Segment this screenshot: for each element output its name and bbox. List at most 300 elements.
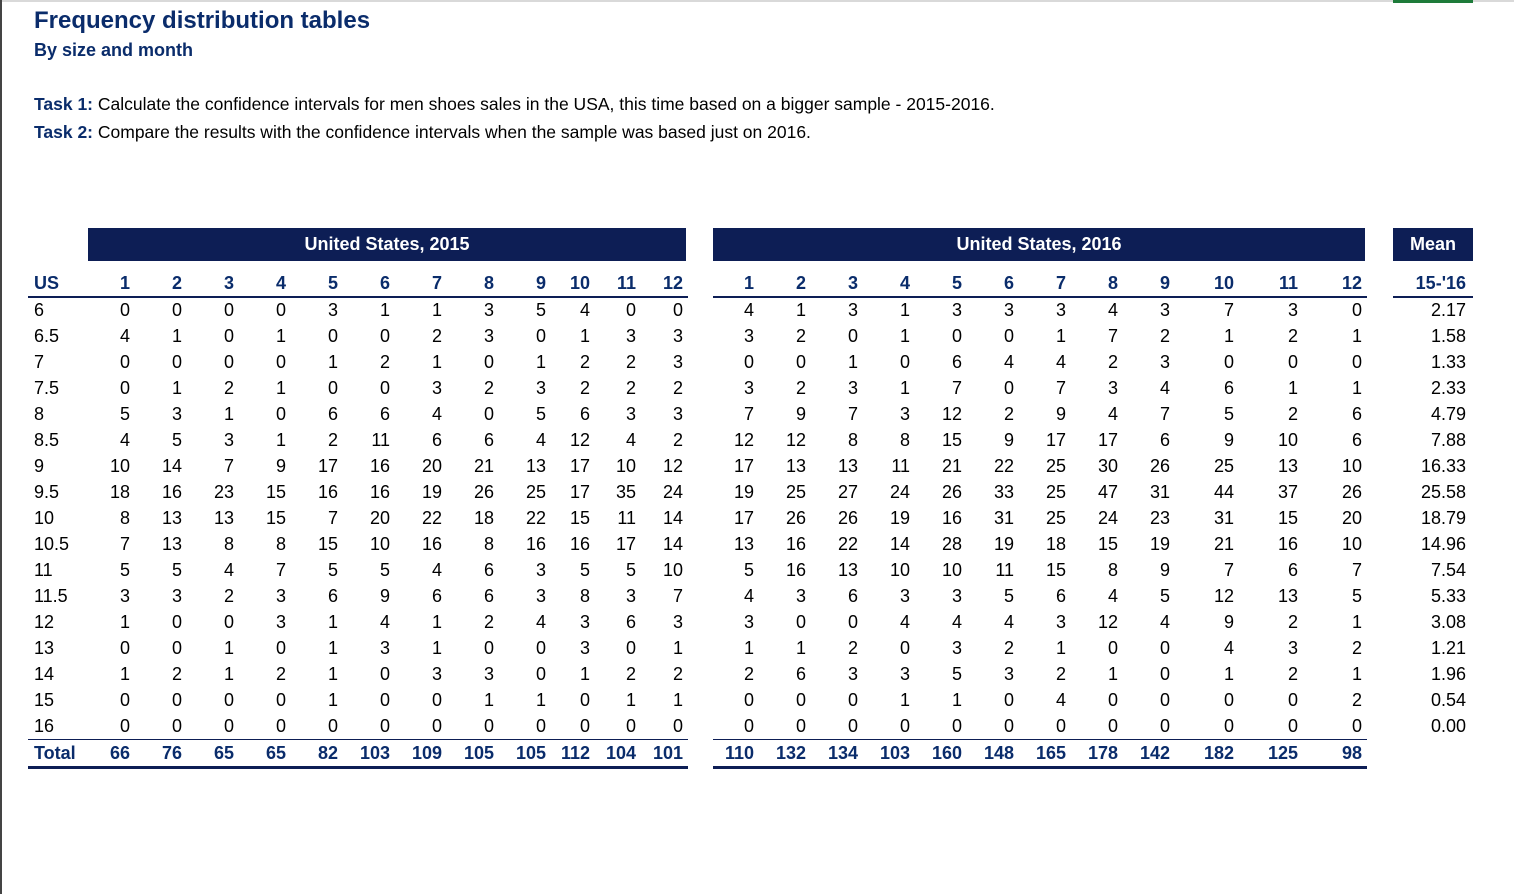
cell-2015: 8 bbox=[119, 508, 130, 528]
cell-2016: 8 bbox=[1107, 560, 1118, 580]
cell-2015: 3 bbox=[535, 560, 546, 580]
cell-2015: 4 bbox=[625, 430, 636, 450]
cell-2015: 1 bbox=[223, 404, 234, 424]
cell-2016: 13 bbox=[785, 456, 806, 476]
size-label: 7.5 bbox=[34, 378, 60, 398]
cell-2015: 6 bbox=[431, 586, 442, 606]
cell-2015: 4 bbox=[119, 430, 130, 450]
cell-2016: 10 bbox=[1341, 456, 1362, 476]
cell-2015: 14 bbox=[662, 534, 683, 554]
total-2016: 182 bbox=[1203, 743, 1234, 763]
size-label: 14 bbox=[34, 664, 55, 684]
mean-title: Mean bbox=[1393, 228, 1473, 261]
cell-2015: 15 bbox=[265, 508, 286, 528]
cell-2015: 16 bbox=[317, 482, 338, 502]
cell-2016: 1 bbox=[743, 638, 754, 658]
size-label: 8 bbox=[34, 404, 45, 424]
size-label: 15 bbox=[34, 690, 55, 710]
cell-2016: 2 bbox=[1003, 404, 1014, 424]
cell-2015: 7 bbox=[275, 560, 286, 580]
cell-2016: 31 bbox=[993, 508, 1014, 528]
cell-2016: 23 bbox=[1149, 508, 1170, 528]
cell-2016: 3 bbox=[795, 586, 806, 606]
cell-2016: 10 bbox=[1341, 534, 1362, 554]
cell-2015: 22 bbox=[525, 508, 546, 528]
cell-2016: 3 bbox=[743, 378, 754, 398]
total-label: Total bbox=[34, 743, 76, 763]
cell-2015: 2 bbox=[672, 430, 683, 450]
size-label: 10.5 bbox=[34, 534, 70, 554]
table-2015-title: United States, 2015 bbox=[88, 228, 686, 261]
cell-2016: 25 bbox=[1213, 456, 1234, 476]
cell-2015: 0 bbox=[275, 690, 286, 710]
cell-2015: 3 bbox=[119, 586, 130, 606]
cell-2016: 6 bbox=[795, 664, 806, 684]
cell-2016: 0 bbox=[795, 716, 806, 736]
cell-2016: 21 bbox=[941, 456, 962, 476]
cell-2015: 24 bbox=[662, 482, 683, 502]
cell-2016: 22 bbox=[993, 456, 1014, 476]
total-2015: 82 bbox=[317, 743, 338, 763]
cell-2015: 0 bbox=[171, 300, 182, 320]
cell-2016: 19 bbox=[993, 534, 1014, 554]
cell-2015: 15 bbox=[265, 482, 286, 502]
cell-2015: 18 bbox=[473, 508, 494, 528]
cell-2015: 17 bbox=[615, 534, 636, 554]
cell-2015: 9 bbox=[379, 586, 390, 606]
cell-2016: 1 bbox=[899, 326, 910, 346]
cell-2016: 0 bbox=[1287, 352, 1298, 372]
month-header-2016: 2 bbox=[795, 273, 806, 293]
cell-2015: 16 bbox=[161, 482, 182, 502]
total-2015: 66 bbox=[109, 743, 130, 763]
task-2 bbox=[34, 122, 811, 143]
cell-2015: 6 bbox=[579, 404, 590, 424]
cell-2015: 0 bbox=[431, 716, 442, 736]
cell-2016: 3 bbox=[743, 612, 754, 632]
cell-2016: 9 bbox=[795, 404, 806, 424]
cell-2015: 7 bbox=[672, 586, 683, 606]
cell-2016: 3 bbox=[951, 586, 962, 606]
cell-2015: 4 bbox=[579, 300, 590, 320]
cell-2015: 3 bbox=[171, 586, 182, 606]
cell-2016: 31 bbox=[1149, 482, 1170, 502]
cell-2016: 0 bbox=[1003, 716, 1014, 736]
cell-2016: 4 bbox=[1107, 300, 1118, 320]
cell-2015: 0 bbox=[483, 638, 494, 658]
cell-2016: 1 bbox=[1351, 326, 1362, 346]
cell-2016: 0 bbox=[1351, 300, 1362, 320]
cell-2015: 20 bbox=[421, 456, 442, 476]
cell-2016: 24 bbox=[1097, 508, 1118, 528]
month-header-2015: 2 bbox=[171, 273, 182, 293]
cell-2016: 0 bbox=[795, 690, 806, 710]
month-header-2015: 1 bbox=[119, 273, 130, 293]
cell-2015: 14 bbox=[161, 456, 182, 476]
size-label: 11.5 bbox=[34, 586, 68, 606]
cell-2016: 12 bbox=[733, 430, 754, 450]
cell-2015: 3 bbox=[672, 612, 683, 632]
cell-2015: 4 bbox=[379, 612, 390, 632]
cell-2015: 0 bbox=[171, 352, 182, 372]
cell-2016: 4 bbox=[1159, 378, 1170, 398]
cell-2016: 2 bbox=[743, 664, 754, 684]
cell-2016: 9 bbox=[1223, 430, 1234, 450]
task-2-text: Compare the results with the confidence intervals when the sample was based just on 2016. bbox=[93, 122, 811, 142]
cell-2015: 1 bbox=[431, 638, 442, 658]
cell-2016: 0 bbox=[1003, 690, 1014, 710]
cell-2016: 0 bbox=[1107, 716, 1118, 736]
cell-2015: 0 bbox=[223, 300, 234, 320]
total-2016: 132 bbox=[775, 743, 806, 763]
cell-2016: 17 bbox=[1045, 430, 1066, 450]
cell-2016: 4 bbox=[743, 586, 754, 606]
cell-2015: 3 bbox=[579, 612, 590, 632]
size-label: 9 bbox=[34, 456, 45, 476]
cell-2015: 1 bbox=[275, 378, 286, 398]
cell-2016: 7 bbox=[847, 404, 858, 424]
cell-2016: 12 bbox=[785, 430, 806, 450]
cell-2015: 3 bbox=[327, 300, 338, 320]
cell-2016: 0 bbox=[1055, 716, 1066, 736]
cell-2015: 5 bbox=[119, 404, 130, 424]
cell-2015: 1 bbox=[223, 664, 234, 684]
cell-2016: 15 bbox=[1097, 534, 1118, 554]
cell-2015: 13 bbox=[525, 456, 546, 476]
cell-2015: 17 bbox=[569, 482, 590, 502]
cell-2015: 0 bbox=[275, 404, 286, 424]
task-1-label: Task 1: bbox=[34, 94, 94, 114]
cell-2015: 1 bbox=[327, 664, 338, 684]
cell-2015: 3 bbox=[672, 404, 683, 424]
cell-2015: 8 bbox=[223, 534, 234, 554]
cell-2016: 26 bbox=[941, 482, 962, 502]
cell-2016: 4 bbox=[951, 612, 962, 632]
size-label: 9.5 bbox=[34, 482, 60, 502]
cell-2016: 31 bbox=[1213, 508, 1234, 528]
cell-2015: 3 bbox=[625, 326, 636, 346]
total-2016: 178 bbox=[1087, 743, 1118, 763]
total-2016: 160 bbox=[931, 743, 962, 763]
cell-2016: 3 bbox=[1107, 378, 1118, 398]
cell-2016: 4 bbox=[1055, 690, 1066, 710]
cell-2015: 19 bbox=[421, 482, 442, 502]
cell-2015: 3 bbox=[431, 664, 442, 684]
total-2016: 110 bbox=[724, 743, 754, 763]
cell-2015: 25 bbox=[525, 482, 546, 502]
cell-2015: 0 bbox=[379, 664, 390, 684]
cell-2015: 5 bbox=[171, 430, 182, 450]
cell-2015: 2 bbox=[483, 378, 494, 398]
month-header-2015: 4 bbox=[275, 273, 286, 293]
total-2016: 103 bbox=[879, 743, 910, 763]
cell-2015: 0 bbox=[672, 300, 683, 320]
cell-2016: 25 bbox=[1045, 508, 1066, 528]
cell-2016: 13 bbox=[1277, 456, 1298, 476]
cell-2016: 30 bbox=[1097, 456, 1118, 476]
cell-2015: 0 bbox=[275, 352, 286, 372]
cell-2015: 3 bbox=[672, 352, 683, 372]
sheet-left-border bbox=[0, 0, 2, 894]
cell-2016: 24 bbox=[889, 482, 910, 502]
mean-value: 1.33 bbox=[1430, 352, 1466, 372]
month-header-2015: 6 bbox=[379, 273, 390, 293]
cell-2015: 3 bbox=[535, 378, 546, 398]
cell-2016: 0 bbox=[899, 638, 910, 658]
cell-2015: 1 bbox=[379, 300, 390, 320]
cell-2016: 0 bbox=[1351, 352, 1362, 372]
total-2016: 148 bbox=[983, 743, 1014, 763]
cell-2015: 2 bbox=[327, 430, 338, 450]
page-title: Frequency distribution tables bbox=[34, 7, 371, 34]
cell-2015: 16 bbox=[369, 482, 390, 502]
cell-2016: 0 bbox=[1287, 690, 1298, 710]
cell-2015: 0 bbox=[119, 352, 130, 372]
cell-2015: 3 bbox=[579, 638, 590, 658]
cell-2015: 5 bbox=[379, 560, 390, 580]
mean-value: 7.88 bbox=[1430, 430, 1466, 450]
month-header-2016: 12 bbox=[1341, 273, 1362, 293]
cell-2015: 7 bbox=[119, 534, 130, 554]
cell-2016: 1 bbox=[1055, 326, 1066, 346]
cell-2016: 1 bbox=[899, 378, 910, 398]
cell-2016: 2 bbox=[1003, 638, 1014, 658]
mean-value: 1.21 bbox=[1430, 638, 1466, 658]
month-header-2015: 9 bbox=[535, 273, 546, 293]
cell-2016: 3 bbox=[1003, 300, 1014, 320]
cell-2016: 22 bbox=[837, 534, 858, 554]
cell-2015: 7 bbox=[327, 508, 338, 528]
cell-2016: 3 bbox=[899, 586, 910, 606]
size-label: 16 bbox=[34, 716, 55, 736]
cell-2016: 0 bbox=[795, 612, 806, 632]
cell-2015: 0 bbox=[431, 690, 442, 710]
size-label: 12 bbox=[34, 612, 55, 632]
cell-2016: 37 bbox=[1277, 482, 1298, 502]
cell-2015: 1 bbox=[171, 326, 182, 346]
cell-2016: 1 bbox=[795, 300, 806, 320]
cell-2015: 8 bbox=[275, 534, 286, 554]
cell-2016: 2 bbox=[795, 378, 806, 398]
month-header-2016: 11 bbox=[1278, 273, 1298, 293]
mean-value: 0.54 bbox=[1430, 690, 1466, 710]
cell-2016: 7 bbox=[951, 378, 962, 398]
cell-2015: 3 bbox=[483, 664, 494, 684]
cell-2015: 0 bbox=[171, 612, 182, 632]
cell-2015: 0 bbox=[379, 326, 390, 346]
cell-2016: 0 bbox=[1107, 638, 1118, 658]
cell-2015: 0 bbox=[327, 716, 338, 736]
cell-2016: 7 bbox=[1159, 404, 1170, 424]
cell-2016: 4 bbox=[899, 612, 910, 632]
cell-2016: 0 bbox=[899, 352, 910, 372]
cell-2015: 10 bbox=[109, 456, 130, 476]
cell-2015: 0 bbox=[119, 638, 130, 658]
cell-2016: 2 bbox=[1287, 664, 1298, 684]
cell-2015: 0 bbox=[119, 690, 130, 710]
cell-2015: 0 bbox=[327, 378, 338, 398]
task-1 bbox=[34, 94, 995, 115]
cell-2015: 2 bbox=[579, 378, 590, 398]
cell-2015: 4 bbox=[223, 560, 234, 580]
cell-2016: 5 bbox=[951, 664, 962, 684]
cell-2016: 4 bbox=[743, 300, 754, 320]
total-2015: 105 bbox=[515, 743, 546, 763]
total-2016: 142 bbox=[1139, 743, 1170, 763]
total-2015: 101 bbox=[652, 743, 683, 763]
cell-2015: 6 bbox=[483, 430, 494, 450]
cell-2016: 1 bbox=[1107, 664, 1118, 684]
month-header-2016: 10 bbox=[1213, 273, 1234, 293]
cell-2015: 6 bbox=[625, 612, 636, 632]
cell-2016: 8 bbox=[899, 430, 910, 450]
cell-2015: 8 bbox=[579, 586, 590, 606]
cell-2015: 1 bbox=[275, 430, 286, 450]
total-2015: 103 bbox=[359, 743, 390, 763]
cell-2015: 6 bbox=[327, 586, 338, 606]
month-header-2015: 8 bbox=[483, 273, 494, 293]
cell-2015: 4 bbox=[535, 430, 546, 450]
month-header-2015: 10 bbox=[569, 273, 590, 293]
cell-2015: 10 bbox=[615, 456, 636, 476]
cell-2015: 0 bbox=[579, 690, 590, 710]
cell-2016: 1 bbox=[795, 638, 806, 658]
cell-2016: 25 bbox=[785, 482, 806, 502]
cell-2015: 12 bbox=[662, 456, 683, 476]
cell-2015: 0 bbox=[223, 352, 234, 372]
cell-2016: 25 bbox=[1045, 482, 1066, 502]
cell-2016: 20 bbox=[1341, 508, 1362, 528]
total-bottom-rule-2015 bbox=[28, 766, 688, 769]
cell-2015: 5 bbox=[625, 560, 636, 580]
cell-2015: 13 bbox=[161, 508, 182, 528]
cell-2015: 1 bbox=[431, 352, 442, 372]
cell-2016: 7 bbox=[1107, 326, 1118, 346]
cell-2016: 0 bbox=[1159, 690, 1170, 710]
row-header-label: US bbox=[34, 273, 60, 293]
task-1-text: Calculate the confidence intervals for men shoes sales in the USA, this time based on a bigger sample - 2015-2016. bbox=[93, 94, 995, 114]
cell-2016: 25 bbox=[1045, 456, 1066, 476]
cell-2015: 1 bbox=[223, 638, 234, 658]
size-label: 6 bbox=[34, 300, 45, 320]
total-2015: 112 bbox=[560, 743, 590, 763]
cell-2015: 17 bbox=[317, 456, 338, 476]
cell-2016: 5 bbox=[1159, 586, 1170, 606]
cell-2015: 18 bbox=[109, 482, 130, 502]
cell-2015: 0 bbox=[223, 612, 234, 632]
cell-2015: 0 bbox=[379, 716, 390, 736]
cell-2016: 10 bbox=[1277, 430, 1298, 450]
cell-2016: 26 bbox=[1341, 482, 1362, 502]
cell-2016: 5 bbox=[1223, 404, 1234, 424]
cell-2015: 3 bbox=[483, 326, 494, 346]
cell-2015: 0 bbox=[327, 326, 338, 346]
cell-2015: 2 bbox=[625, 664, 636, 684]
month-header-2015: 5 bbox=[327, 273, 338, 293]
cell-2015: 26 bbox=[473, 482, 494, 502]
cell-2016: 4 bbox=[1003, 352, 1014, 372]
cell-2016: 2 bbox=[847, 638, 858, 658]
month-header-2016: 6 bbox=[1003, 273, 1014, 293]
cell-2016: 3 bbox=[847, 378, 858, 398]
cell-2016: 6 bbox=[1351, 404, 1362, 424]
cell-2015: 1 bbox=[579, 326, 590, 346]
cell-2015: 1 bbox=[327, 612, 338, 632]
cell-2015: 5 bbox=[535, 404, 546, 424]
cell-2016: 0 bbox=[743, 690, 754, 710]
cell-2016: 2 bbox=[1287, 404, 1298, 424]
cell-2016: 3 bbox=[1287, 638, 1298, 658]
cell-2016: 2 bbox=[1351, 690, 1362, 710]
cell-2016: 47 bbox=[1097, 482, 1118, 502]
cell-2015: 5 bbox=[327, 560, 338, 580]
size-label: 7 bbox=[34, 352, 45, 372]
cell-2015: 3 bbox=[535, 586, 546, 606]
cell-2016: 3 bbox=[1055, 300, 1066, 320]
cell-2016: 1 bbox=[1351, 612, 1362, 632]
month-header-2015: 7 bbox=[431, 273, 442, 293]
cell-2016: 7 bbox=[1351, 560, 1362, 580]
cell-2015: 0 bbox=[535, 638, 546, 658]
cell-2016: 27 bbox=[837, 482, 858, 502]
cell-2016: 16 bbox=[941, 508, 962, 528]
cell-2016: 4 bbox=[1107, 586, 1118, 606]
mean-value: 3.08 bbox=[1430, 612, 1466, 632]
total-2016: 134 bbox=[827, 743, 858, 763]
cell-2016: 3 bbox=[847, 300, 858, 320]
cell-2016: 3 bbox=[1159, 300, 1170, 320]
cell-2015: 0 bbox=[379, 690, 390, 710]
cell-2016: 17 bbox=[733, 456, 754, 476]
cell-2015: 2 bbox=[625, 378, 636, 398]
cell-2016: 15 bbox=[1045, 560, 1066, 580]
cell-2016: 18 bbox=[1045, 534, 1066, 554]
cell-2015: 21 bbox=[473, 456, 494, 476]
cell-2016: 0 bbox=[1003, 378, 1014, 398]
cell-2015: 2 bbox=[625, 352, 636, 372]
cell-2016: 3 bbox=[1159, 352, 1170, 372]
cell-2015: 0 bbox=[625, 716, 636, 736]
cell-2016: 4 bbox=[1107, 404, 1118, 424]
cell-2016: 13 bbox=[733, 534, 754, 554]
cell-2016: 6 bbox=[847, 586, 858, 606]
month-header-2016: 7 bbox=[1055, 273, 1066, 293]
cell-2016: 3 bbox=[899, 664, 910, 684]
cell-2015: 2 bbox=[171, 664, 182, 684]
cell-2015: 1 bbox=[672, 638, 683, 658]
cell-2016: 16 bbox=[1277, 534, 1298, 554]
cell-2015: 0 bbox=[535, 326, 546, 346]
cell-2016: 17 bbox=[733, 508, 754, 528]
cell-2016: 2 bbox=[1287, 612, 1298, 632]
cell-2015: 16 bbox=[369, 456, 390, 476]
size-label: 10 bbox=[34, 508, 55, 528]
mean-value: 4.79 bbox=[1430, 404, 1466, 424]
cell-2016: 3 bbox=[1055, 612, 1066, 632]
cell-2015: 0 bbox=[275, 716, 286, 736]
cell-2016: 33 bbox=[993, 482, 1014, 502]
cell-2015: 0 bbox=[171, 638, 182, 658]
cell-2015: 3 bbox=[625, 404, 636, 424]
cell-2015: 2 bbox=[672, 664, 683, 684]
cell-2015: 0 bbox=[119, 378, 130, 398]
cell-2016: 28 bbox=[941, 534, 962, 554]
cell-2016: 15 bbox=[941, 430, 962, 450]
cell-2016: 14 bbox=[889, 534, 910, 554]
cell-2015: 4 bbox=[535, 612, 546, 632]
cell-2016: 1 bbox=[899, 300, 910, 320]
cell-2016: 1 bbox=[1055, 638, 1066, 658]
